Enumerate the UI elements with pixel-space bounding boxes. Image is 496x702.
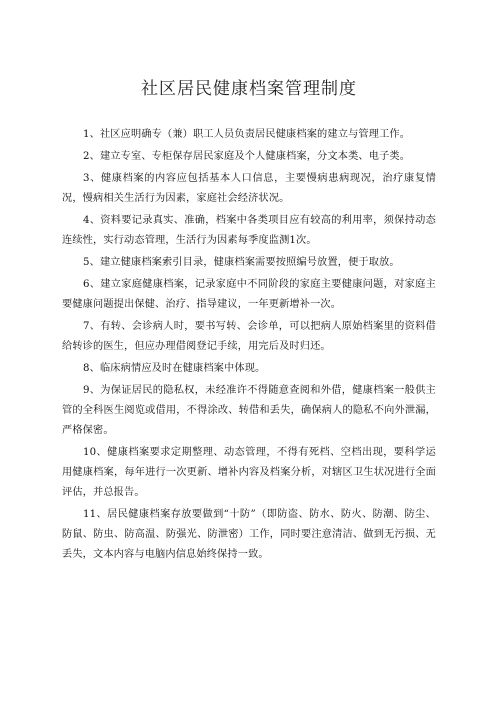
regulation-item-6: 6、建立家庭健康档案，记录家庭中不同阶段的家庭主要健康问题，对家庭主要健康问题提出保健、治疗、指导建议，一年更新增补一次。 [62, 279, 436, 310]
regulation-item-3: 3、健康档案的内容应包括基本人口信息，主要慢病患病现况，治疗康复情况，慢病相关生活行为因素，家庭社会经济状况。 [62, 173, 436, 204]
regulation-item-5: 5、建立健康档案索引目录，健康档案需要按照编号放置，便于取放。 [83, 257, 400, 268]
regulation-item-2: 2、建立专室、专柜保存居民家庭及个人健康档案，分文本类、电子类。 [83, 151, 411, 162]
regulation-item-10: 10、健康档案要求定期整理、动态管理，不得有死档、空档出现，要科学运用健康档案，每年进行一次更新、增补内容及档案分析，对辖区卫生状况进行全面评估，并总报告。 [62, 447, 436, 498]
regulation-list [62, 125, 436, 565]
regulation-item-11: 11、居民健康档案存放要做到“十防”（即防盗、防水、防火、防潮、防尘、防鼠、防虫、防高温、防强光、防泄密）工作，同时要注意清洁、做到无污损、无丢失，文本内容与电脑内信息始终保持一致。 [62, 509, 436, 560]
regulation-item-8: 8、临床病情应及时在健康档案中体现。 [83, 363, 266, 374]
document-title: 社区居民健康档案管理制度 [141, 79, 357, 99]
regulation-item-9: 9、为保证居民的隐私权，未经准许不得随意查阅和外借，健康档案一般供主管的全科医生阅览或借用，不得涂改、转借和丢失，确保病人的隐私不向外泄漏，严格保密。 [62, 385, 436, 436]
regulation-item-7: 7、有转、会诊病人时，要书写转、会诊单，可以把病人原始档案里的资料借给转诊的医生，但应办理借阅登记手续，用完后及时归还。 [62, 321, 436, 352]
regulation-item-1: 1、社区应明确专（兼）职工人员负责居民健康档案的建立与管理工作。 [83, 129, 411, 140]
regulation-item-4: 4、资料要记录真实、准确，档案中各类项目应有较高的利用率，须保持动态连续性，实行动态管理，生活行为因素每季度监测1次。 [62, 215, 436, 246]
